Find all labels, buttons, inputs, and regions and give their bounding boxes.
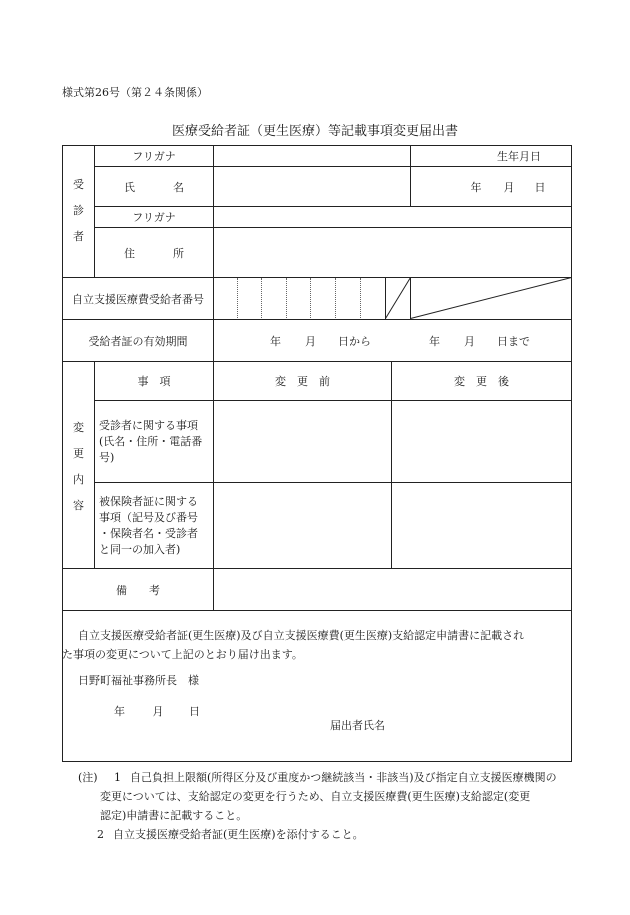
- statement: 自立支援医療受給者証(更生医療)及び自立支援医療費(更生医療)支給認定申請書に記載され た事項の変更について上記のとおり届け出ます。: [62, 629, 525, 661]
- form-title: 医療受給者証（更生医療）等記載事項変更届出書: [171, 124, 458, 139]
- before-header: 変 更 前: [275, 375, 330, 388]
- applicant-name-label: 届出者氏名: [330, 719, 385, 732]
- patient-matters-after-field[interactable]: [392, 401, 571, 482]
- submission-date: 年 月 日: [114, 705, 200, 718]
- validity-field[interactable]: 年 月 日から 年 月 日まで: [270, 334, 530, 348]
- birthdate-field[interactable]: 年 月 日: [470, 180, 546, 194]
- item-header: 事 項: [137, 375, 171, 388]
- after-header: 変 更 後: [454, 375, 509, 388]
- birthdate-label: 生年月日: [497, 150, 541, 163]
- name-field[interactable]: [214, 167, 410, 206]
- furigana2-field[interactable]: [214, 207, 571, 227]
- furigana-label: フリガナ: [132, 150, 176, 163]
- name-label: 氏 名: [124, 180, 184, 194]
- insurance-matters-before-field[interactable]: [214, 483, 391, 568]
- form-number: 様式第26号（第２４条関係）: [62, 86, 208, 99]
- furigana-field[interactable]: [214, 146, 410, 166]
- recipient-number-label: 自立支援医療費受給者番号: [72, 292, 204, 306]
- patient-group-label: 受 診 者: [73, 178, 84, 243]
- furigana2-label: フリガナ: [132, 211, 176, 224]
- address-label: 住 所: [124, 246, 184, 260]
- remarks-label: 備 考: [116, 583, 160, 597]
- address-field[interactable]: [214, 228, 571, 277]
- notes: (注) 1 自己負担上限額(所得区分及び重度かつ継続該当・非該当)及び指定自立支援医療機関の 変更については、支給認定の変更を行うため、自立支援医療費(更生医療)支給認定(変更 認定)申請書に記載すること。 2 自立支援医療受給者証(更生医療)を添付すること。: [78, 768, 578, 844]
- diagonal-strikes: [385, 277, 572, 319]
- changes-group-label: 変 更 内 容: [73, 421, 84, 512]
- validity-label: 受給者証の有効期間: [88, 334, 188, 348]
- insurance-matters-label: 被保険者証に関する 事項（記号及び番号 ・保険者名・受診者 と同一の加入者): [99, 494, 198, 556]
- insurance-matters-after-field[interactable]: [392, 483, 571, 568]
- notes-label: (注): [78, 771, 98, 784]
- patient-matters-label: 受診者に関する事項 (氏名・住所・電話番 号): [99, 418, 203, 464]
- remarks-field[interactable]: [214, 569, 571, 610]
- patient-matters-before-field[interactable]: [214, 401, 391, 482]
- recipient-number-field[interactable]: [214, 278, 385, 319]
- addressee: 日野町福祉事務所長 様: [78, 674, 199, 687]
